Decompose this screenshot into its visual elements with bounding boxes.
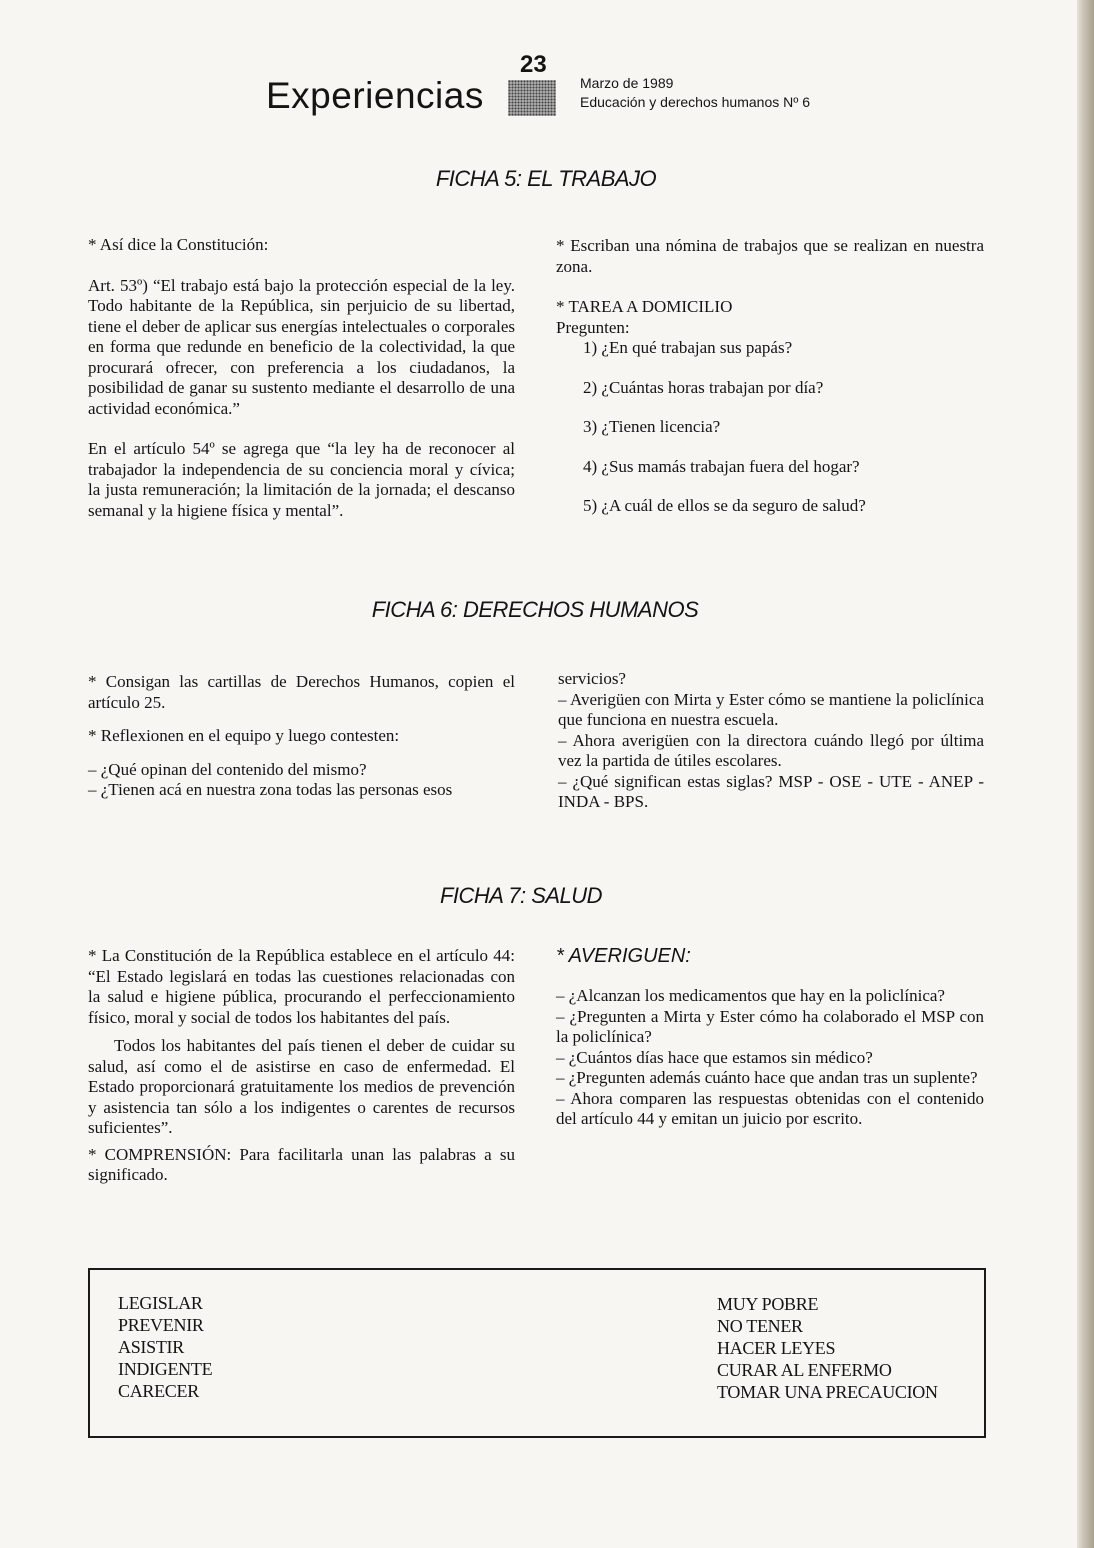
- ficha6-paragraph: * Reflexionen en el equipo y luego contesten:: [88, 726, 400, 745]
- list-item: 2) ¿Cuántas horas trabajan por día?: [583, 377, 824, 397]
- list-item: 5) ¿A cuál de ellos se da seguro de salud?: [583, 496, 866, 515]
- ficha5-homework-title: * TAREA A DOMICILIO: [556, 297, 733, 316]
- ficha6-item: – Ahora averigüen con la directora cuándo llegó por última vez la partida de útiles escolares.: [558, 730, 984, 770]
- page-edge-shadow: [1077, 0, 1094, 1548]
- ficha6-question: – ¿Qué opinan del contenido del mismo?: [88, 759, 367, 779]
- ficha5-right-column: [556, 236, 984, 536]
- ficha6-left-column: [88, 672, 515, 801]
- ficha7-comprehension: * COMPRENSIÓN: Para facilitarla unan las palabras a su significado.: [88, 1144, 515, 1184]
- vocabulary-word: LEGISLAR: [118, 1293, 203, 1313]
- ficha7-item: – ¿Alcanzan los medicamentos que hay en la policlínica?: [556, 986, 945, 1005]
- ficha7-paragraph: * La Constitución de la República establece en el artículo 44: “El Estado legislará en todas las cuestiones relacionadas con la salud e higiene pública, procurando el perfeccionamiento físico, moral y social de todos los habitantes del país.: [88, 946, 515, 1027]
- vocabulary-meanings: [717, 1293, 938, 1403]
- ficha7-item: – ¿Cuántos días hace que estamos sin médico?: [556, 1047, 873, 1067]
- vocabulary-words: [118, 1292, 212, 1402]
- ficha6-continuation: servicios?: [558, 669, 626, 688]
- ficha5-intro: * Así dice la Constitución:: [88, 235, 269, 254]
- vocabulary-meaning: TOMAR UNA PRECAUCION: [717, 1382, 938, 1402]
- list-item: 1) ¿En qué trabajan sus papás?: [583, 338, 793, 357]
- magazine-brand: Experiencias: [266, 75, 484, 116]
- ficha6-question: – ¿Tienen acá en nuestra zona todas las personas esos: [88, 780, 453, 799]
- vocabulary-word: INDIGENTE: [118, 1359, 213, 1379]
- ficha7-title: FICHA 7: SALUD: [439, 883, 603, 908]
- ficha7-item: – ¿Pregunten a Mirta y Ester cómo ha colaborado el MSP con la policlínica?: [556, 1006, 984, 1046]
- ficha5-list-task: * Escriban una nómina de trabajos que se realizan en nuestra zona.: [556, 236, 984, 276]
- ficha5-ask: Pregunten:: [556, 317, 630, 337]
- ficha7-right-column: [556, 944, 984, 1130]
- ficha6-right-column: [558, 669, 984, 813]
- vocabulary-word: ASISTIR: [118, 1337, 184, 1357]
- vocabulary-meaning: CURAR AL ENFERMO: [717, 1360, 892, 1380]
- ficha5-title: FICHA 5: EL TRABAJO: [435, 166, 657, 191]
- halftone-block-decoration: [508, 80, 556, 116]
- ficha5-article-53: Art. 53º) “El trabajo está bajo la protección especial de la ley. Todo habitante de la República, sin perjuicio de su libertad, tiene el deber de aplicar sus energías intelectuales o corporales en forma que redunde en beneficio de la colectividad, la que procurará ofrecer, con preferencia a los ciudadanos, la posibilidad de ganar su sustento mediante el desarrollo de una actividad económica.”: [88, 275, 515, 418]
- ficha6-paragraph: * Consigan las cartillas de Derechos Humanos, copien el artículo 25.: [88, 672, 515, 712]
- vocabulary-meaning: HACER LEYES: [717, 1338, 836, 1358]
- vocabulary-word: PREVENIR: [118, 1315, 204, 1335]
- ficha7-item: – Ahora comparen las respuestas obtenidas con el contenido del artículo 44 y emitan un juicio por escrito.: [556, 1088, 984, 1128]
- list-item: 3) ¿Tienen licencia?: [583, 417, 721, 436]
- vocabulary-meaning: MUY POBRE: [717, 1294, 819, 1314]
- page-number: 23: [520, 51, 547, 78]
- ficha5-left-column: [88, 235, 515, 521]
- vocabulary-word: CARECER: [118, 1381, 199, 1401]
- ficha5-question-list: [583, 338, 984, 517]
- ficha7-left-column: [88, 946, 515, 1186]
- ficha6-item: – Averigüen con Mirta y Ester cómo se mantiene la policlínica que funciona en nuestra escuela.: [558, 689, 984, 729]
- ficha6-item: – ¿Qué significan estas siglas? MSP - OSE - UTE - ANEP - INDA - BPS.: [558, 771, 984, 811]
- list-item: 4) ¿Sus mamás trabajan fuera del hogar?: [583, 456, 860, 476]
- ficha7-averiguen-title: * AVERIGUEN:: [556, 945, 691, 967]
- vocabulary-meaning: NO TENER: [717, 1316, 803, 1336]
- ficha7-item: – ¿Pregunten además cuánto hace que andan tras un suplente?: [556, 1068, 978, 1087]
- ficha5-article-54: En el artículo 54º se agrega que “la ley ha de reconocer al trabajador la independencia de su conciencia moral y cívica; la justa remuneración; la limitación de la jornada; el descanso semanal y la higiene física y mental”.: [88, 439, 515, 520]
- ficha6-title: FICHA 6: DERECHOS HUMANOS: [371, 597, 699, 622]
- ficha7-paragraph: Todos los habitantes del país tienen el deber de cuidar su salud, así como el de asistirse en caso de enfermedad. El Estado proporcionará gratuitamente los medios de prevención y asistencia tan sólo a los indigentes o carentes de recursos suficientes”.: [88, 1036, 515, 1137]
- issue-title: Educación y derechos humanos Nº 6: [580, 94, 811, 110]
- issue-date: Marzo de 1989: [580, 75, 674, 91]
